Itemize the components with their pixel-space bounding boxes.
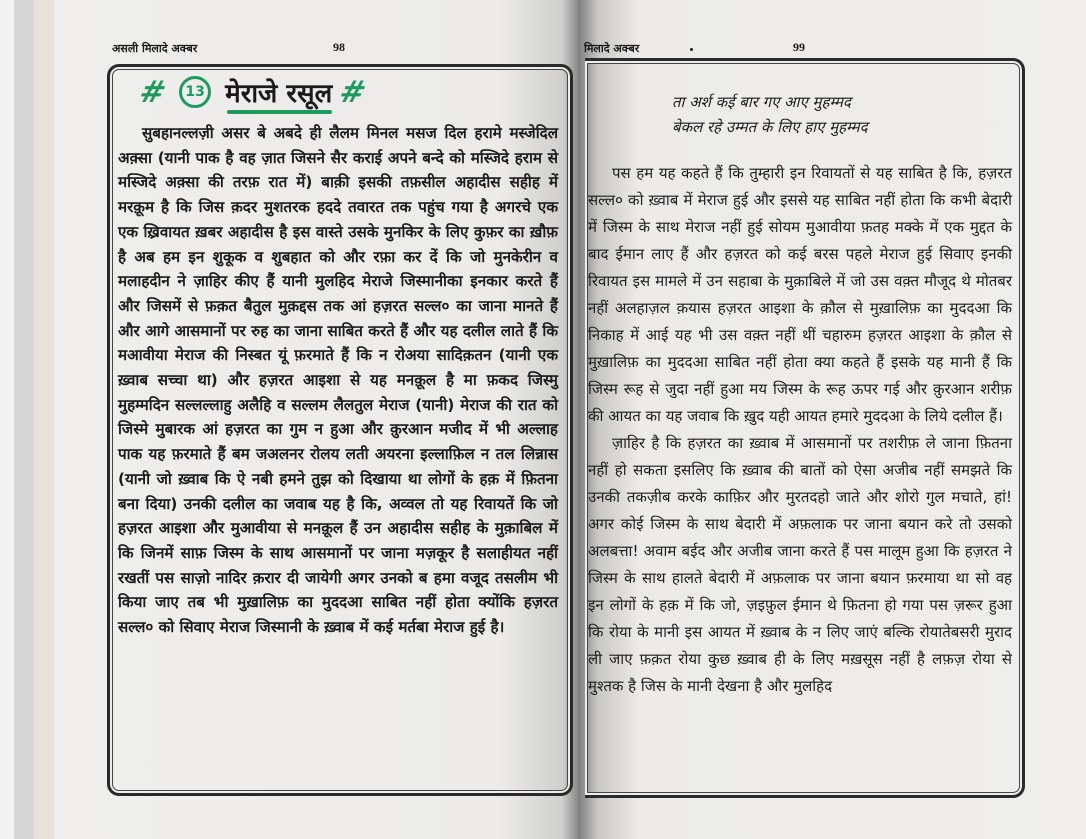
dot-mark [690, 48, 693, 51]
running-title-left: असली मिलादे अक्बर [112, 42, 198, 55]
book-edge [0, 0, 14, 839]
right-page-body [588, 160, 1012, 700]
left-page-body [118, 121, 558, 640]
couplet [672, 90, 868, 140]
book-edge [14, 0, 34, 839]
couplet-line: बेकल रहे उम्मत के लिए हाए मुहम्मद [672, 118, 868, 136]
chapter-title: मेराजे रसूल [225, 74, 332, 110]
book-edge [34, 0, 54, 839]
paragraph: सुबहानल्लज़ी असर बे अबदे ही लैलम मिनल मसज दिल हरामे मस्जेदिल अक़्सा (यानी पाक है वह ज़ात जिसने सैर कराई अपने बन्दे को मस्जिदे हराम से मस्जिदे अक़्सा की तरफ़ रात में) बाक़ी इसकी तफ़सील अहादीस सहीह में मरक़ूम है कि जिस क़दर मुशतरक हददे तवारत तक पहुंच गया है अगरचे एक एक ख़्रिवायत ख़बर अहादीस है इस वास्ते उसके मुनकिर के लिए कुफ़र का ख़ौफ़ है अब हम इन शुकूक व शुबहात को और रफ़ा कर दें कि जो मुनकेरीन व मलाहदीन ने ज़ाहिर कीए हैं यानी मुलहिद मेराजे जिस्मानीका इनकार करते हैं और जिसमें से फ़क़त बैतुल मुक़द्दस तक आं हज़रत सल्ल० का जाना मानते हैं और आगे आसमानों पर रुह का जाना साबित करते हैं और यह दलील लाते हैं कि मआवीया मेराज की निस्बत यूं फ़रमाते हैं कि न रोअया सादिक़तन (यानी एक ख़्वाब सच्चा था) और हज़रत आइशा से यह मनक़ूल है मा फ़कद जिस्मु मुहम्मदिन सल्लल्लाहु अलैहि व सल्लम लैलतुल मेराज (यानी) मेराज की रात को जिस्मे मुबारक आं हज़रत का गुम न हुआ और क़ुरआन मजीद में भी अल्लाह पाक यह फ़रमाते हैं बम जअलनर रोलय लती अयरना इल्लाफ़िल न तल लिन्नास (यानी जो ख़्वाब कि ऐ नबी हमने तुझ को दिखाया था लोगों के हक़ में फ़ितना बना दिया) उनकी दलील का जवाब यह है कि, अव्वल तो यह रिवायतें कि जो हज़रत आइशा और मुआवीया से मनक़ूल हैं उन अहादीस सहीह के मुक़ाबिल में कि जिनमें साफ़ जिस्म के साथ आसमानों पर जाना मज़कूर है सलाहीयत नहीं रखतीं पस साज़ो नादिर क़रार दी जायेगी अगर उनको ब हमा वजूद तसलीम भी किया जाए तब भी मुख़ालिफ़ का मुददआ साबित नहीं होता क्योंकि हज़रत सल्ल० को सिवाए मेराज जिस्मानी के ख़्वाब में कई मर्तबा मेराज हुई है। [118, 124, 559, 637]
chapter-number-badge: 13 [179, 76, 211, 108]
running-title-right: मिलादे अक्बर [584, 42, 640, 55]
couplet-line: ता अर्श कई बार गए आए मुहम्मद [672, 93, 851, 111]
page-number-left: 98 [333, 40, 345, 54]
page-number-right: 99 [793, 40, 805, 54]
paragraph: पस हम यह कहते हैं कि तुम्हारी इन रिवायतों से यह साबित है कि, हज़रत सल्ल० को ख़्वाब में मेराज हुई और इससे यह साबित नहीं होता कि कभी बेदारी में जिस्म के साथ मेराज नहीं हुई सोयम मुआवीया फ़तह मक्के में एक मुद्दत के बाद ईमान लाए हैं और हज़रत को कई बरस पहले मेराज हुई सिवाए इनकी रिवायत इस मामले में उन सहाबा के मुक़ाबिले में जो उस वक़्त मौजूद थे मोतबर नहीं अलहाज़ल क़यास हज़रत आइशा के क़ौल से मुख़ालिफ़ का मुददआ कि निकाह में आई यह भी उस वक़्त नहीं थीं चहारुम हज़रत आइशा के क़ौल से मुख़ालिफ़ का मुददआ साबित नहीं होता क्या कहते हैं इसके यह मानी हैं कि जिस्म रूह से जुदा नहीं हुआ मय जिस्म के रूह ऊपर गई और क़ुरआन शरीफ़ की आयत का यह जवाब कि ख़ुद यही आयत हमारे मुददआ के लिये दलील हैं। [588, 164, 1012, 425]
chapter-heading [135, 72, 367, 112]
hash-mark-icon: # [335, 74, 367, 110]
paragraph: ज़ाहिर है कि हज़रत का ख़्वाब में आसमानों पर तशरीफ़ ले जाना फ़ितना नहीं हो सकता इसलिए कि ख़्वाब की बातों को ऐसा अजीब नहीं समझते कि उनकी तकज़ीब करके काफ़िर और मुरतदहो जाते और शोरो गुल मचाते, हां! अगर कोई जिस्म के साथ बेदारी में अफ़लाक पर जाना बयान करे तो उसको अलबत्ता! अवाम बईद और अजीब जाना करते हैं पस मालूम हुआ कि हज़रत ने जिस्म के साथ हालते बेदारी में अफ़लाक पर जाना बयान फ़रमाया था सो वह इन लोगों के हक़ में कि जो, ज़इफ़ुल ईमान थे फ़ितना हो गया पस ज़रूर हुआ कि रोया के मानी इस आयत में ख़्वाब के न लिए जाएं बल्कि रोयातेबसरी मुराद ली जाए फ़क़त रोया कुछ ख़्वाब ही के लिए मख़सूस नहीं है लफ़ज़ रोया से मुश्तक है जिस के मानी देखना है और मुलहिद [588, 434, 1012, 695]
hash-mark-icon: # [135, 74, 166, 110]
